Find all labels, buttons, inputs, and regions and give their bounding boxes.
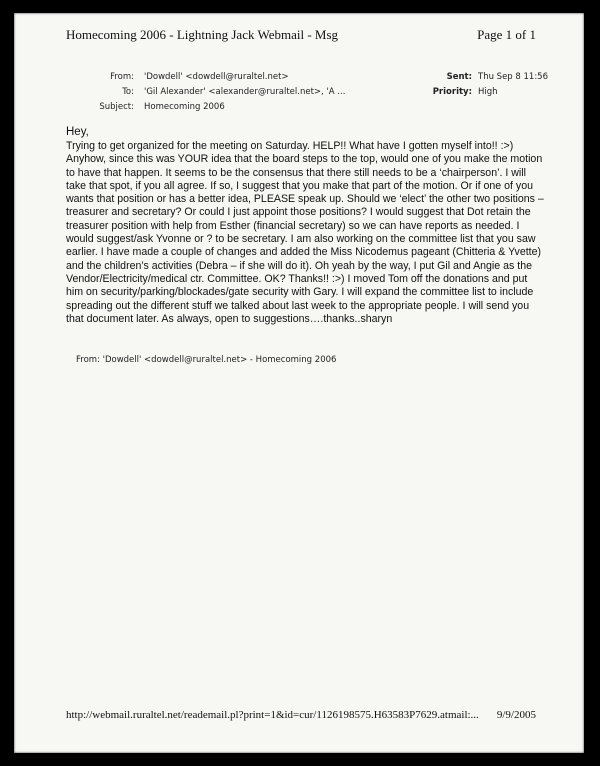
to-value: 'Gil Alexander' <alexander@ruraltel.net>, 'A ...: [144, 87, 346, 97]
to-label: To:: [122, 87, 134, 97]
subject-label: Subject:: [99, 102, 134, 112]
priority-label: Priority:: [432, 87, 472, 97]
from-value: 'Dowdell' <dowdell@ruraltel.net>: [144, 72, 289, 82]
footer-url: http://webmail.ruraltel.net/reademail.pl?print=1&id=cur/1126198575.H63583P7629.atmail:...: [66, 709, 479, 721]
sent-value: Thu Sep 8 11:56: [478, 72, 548, 82]
footer-date: 9/9/2005: [496, 709, 536, 721]
sent-label: Sent:: [446, 72, 472, 82]
from-label: From:: [110, 72, 134, 82]
message-greeting: Hey,: [66, 126, 89, 138]
subject-value: Homecoming 2006: [144, 102, 225, 112]
page-number: Page 1 of 1: [477, 27, 536, 42]
printed-page: [14, 13, 584, 753]
message-body: Trying to get organized for the meeting on Saturday. HELP!! What have I gotten myself into!! :>) Anyhow, since this was YOUR idea that the board steps to the top, would one of you make the motion to have that happen. It seems to be the consensus that there still needs to be a ‘chairperson’. I will take that spot, if you all agree. If so, I suggest that you make that part of the motion. Or if one of you wants that position or has a better idea, PLEASE speak up. Should we ‘elect’ the other two positions – treasurer and secretary? Or could I just appoint those positions? I would suggest that Dot retain the treasurer position with help from Esther (financial secretary) so we can have reports as needed. I would suggest/ask Yvonne or ? to be secretary. I am also working on the committee list that you saw earlier. I have made a couple of changes and added the Miss Nicodemus pageant (Chitteria & Yvette) and the children’s activities (Debra – if she will do it). Oh yeah by the way, I put Gil and Angie as the Vendor/Electricity/medical ctr. Committee. OK? Thanks!! :>) I moved Tom off the donations and put him on security/parking/blockades/gate security with Gary. I will expand the committee list to include spreading out the different stuff we talked about last week to the appropriate people. I will send you that document later. As always, open to suggestions….thanks..sharyn: [66, 140, 544, 325]
forward-line: From: 'Dowdell' <dowdell@ruraltel.net> - Homecoming 2006: [76, 355, 337, 365]
priority-value: High: [478, 87, 498, 97]
page-title: Homecoming 2006 - Lightning Jack Webmail - Msg: [66, 27, 339, 42]
